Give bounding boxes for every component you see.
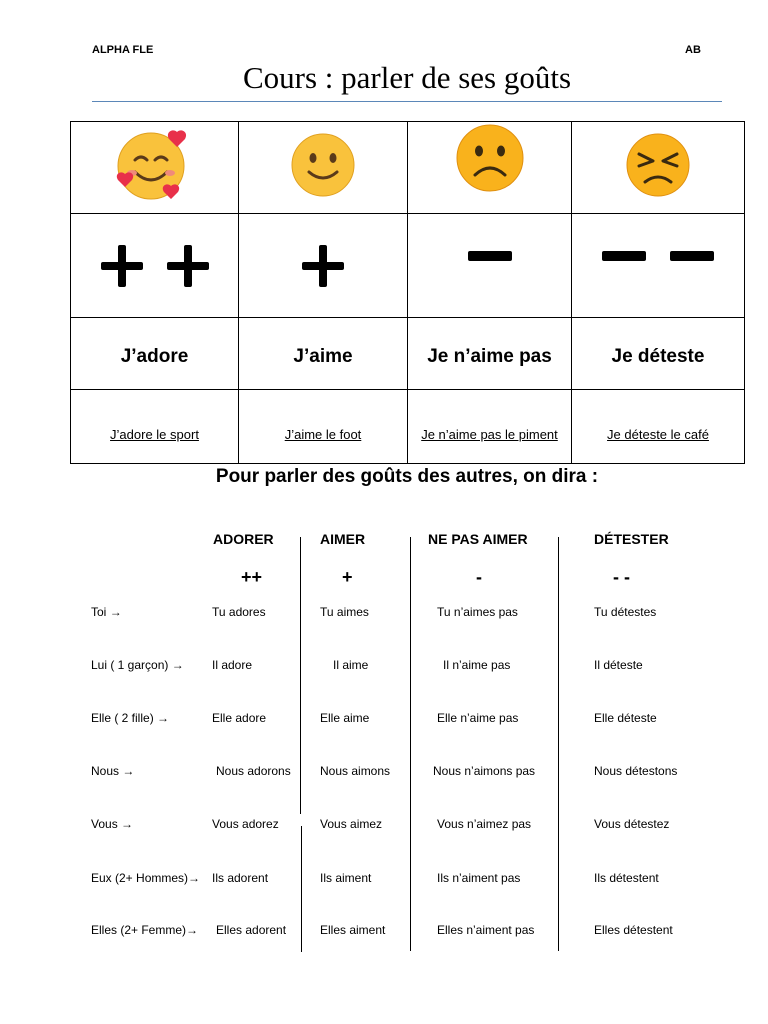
minus-icon: [468, 251, 512, 261]
form-detester: Nous détestons: [594, 764, 678, 778]
form-aimer: Elles aiment: [320, 923, 386, 937]
form-detester: Ils détestent: [594, 871, 659, 885]
form-adorer: Nous adorons: [216, 764, 291, 778]
smiling-face-with-hearts-icon: [115, 128, 195, 202]
label-adore: J’adore: [120, 345, 189, 367]
form-adorer: Elle adore: [212, 711, 267, 725]
cell-emoji-deteste: [572, 122, 745, 214]
pronoun-label: Elles (2+ Femme)→: [91, 923, 199, 937]
form-adorer: Ils adorent: [212, 871, 269, 885]
header-left: ALPHA FLE: [92, 44, 154, 56]
col-header-detester: DÉTESTER: [594, 531, 669, 547]
col-header-ne-pas-aimer: NE PAS AIMER: [428, 531, 528, 547]
label-deteste: Je déteste: [611, 345, 705, 367]
form-adorer: Vous adorez: [212, 817, 279, 831]
sign-minus-minus: [572, 214, 744, 317]
form-ne-pas-aimer: Il n’aime pas: [443, 658, 511, 672]
cell-sign-aime: [239, 214, 408, 318]
cell-example-deteste: [572, 390, 745, 464]
form-aimer: Vous aimez: [320, 817, 383, 831]
sign-plus: [239, 214, 407, 317]
plus-icon: [167, 245, 209, 287]
label-aime: J’aime: [293, 345, 353, 367]
form-aimer: Ils aiment: [320, 871, 372, 885]
pronoun-label: Nous →: [91, 764, 135, 778]
pronoun-label: Eux (2+ Hommes)→: [91, 871, 201, 885]
form-ne-pas-aimer: Nous n’aimons pas: [433, 764, 536, 778]
form-detester: Elle déteste: [594, 711, 657, 725]
form-ne-pas-aimer: Vous n’aimez pas: [437, 817, 532, 831]
slightly-smiling-face-icon: [290, 132, 356, 198]
symbol-adorer: ++: [241, 567, 263, 587]
title-underline: [92, 101, 722, 102]
cell-label-naime-pas: [408, 318, 572, 390]
col-header-adorer: ADORER: [213, 531, 274, 547]
cell-example-aime: [239, 390, 408, 464]
symbol-aimer: +: [342, 567, 353, 587]
cell-sign-deteste: [572, 214, 745, 318]
pronoun-label: Toi →: [91, 605, 122, 619]
cell-sign-adore: [71, 214, 239, 318]
minus-icon: [602, 251, 646, 261]
form-detester: Vous détestez: [594, 817, 670, 831]
sign-minus: [408, 214, 571, 317]
form-ne-pas-aimer: Ils n’aiment pas: [437, 871, 521, 885]
form-ne-pas-aimer: Elle n’aime pas: [437, 711, 519, 725]
feelings-table: [70, 121, 745, 464]
arrow-right-icon: →: [121, 817, 134, 831]
form-aimer: Tu aimes: [320, 605, 369, 619]
arrow-right-icon: →: [188, 871, 201, 885]
cell-label-aime: [239, 318, 408, 390]
arrow-right-icon: →: [109, 605, 122, 619]
cell-label-deteste: [572, 318, 745, 390]
example-aime: J’aime le foot: [284, 427, 362, 442]
form-detester: Tu détestes: [594, 605, 657, 619]
section-subtitle: Pour parler des goûts des autres, on dira :: [215, 466, 599, 487]
pronoun-label: Lui ( 1 garçon) →: [91, 658, 184, 672]
frowning-face-icon: [455, 123, 525, 193]
column-divider: [301, 826, 302, 952]
col-header-aimer: AIMER: [320, 531, 366, 547]
cell-label-adore: [71, 318, 239, 390]
header-right: AB: [685, 44, 701, 56]
example-naime-pas: Je n’aime pas le piment: [421, 427, 558, 442]
cell-emoji-naime-pas: [408, 122, 572, 214]
plus-icon: [101, 245, 143, 287]
form-adorer: Tu adores: [212, 605, 266, 619]
form-aimer: Elle aime: [320, 711, 370, 725]
pronoun-label: Vous →: [91, 817, 134, 831]
symbol-ne-pas-aimer: -: [476, 567, 482, 587]
minus-icon: [670, 251, 714, 261]
form-adorer: Elles adorent: [216, 923, 287, 937]
sign-plus-plus: [71, 214, 238, 317]
angry-face-icon: [625, 132, 691, 198]
example-adore: J’adore le sport: [110, 427, 199, 442]
column-divider: [558, 537, 559, 951]
form-ne-pas-aimer: Tu n’aimes pas: [437, 605, 518, 619]
cell-example-naime-pas: [408, 390, 572, 464]
arrow-right-icon: →: [186, 923, 199, 937]
symbol-detester: - -: [613, 567, 630, 587]
form-aimer: Il aime: [333, 658, 369, 672]
form-aimer: Nous aimons: [320, 764, 391, 778]
column-divider: [300, 537, 301, 814]
form-ne-pas-aimer: Elles n’aiment pas: [437, 923, 535, 937]
cell-example-adore: [71, 390, 239, 464]
cell-emoji-adore: [71, 122, 239, 214]
plus-icon: [302, 245, 344, 287]
page-title: Cours : parler de ses goûts: [242, 60, 572, 95]
form-adorer: Il adore: [212, 658, 253, 672]
cell-emoji-aime: [239, 122, 408, 214]
arrow-right-icon: →: [157, 711, 170, 725]
form-detester: Elles détestent: [594, 923, 673, 937]
label-naime-pas: Je n’aime pas: [427, 345, 552, 367]
form-detester: Il déteste: [594, 658, 643, 672]
arrow-right-icon: →: [171, 658, 184, 672]
pronoun-label: Elle ( 2 fille) →: [91, 711, 170, 725]
arrow-right-icon: →: [122, 764, 135, 778]
cell-sign-naime-pas: [408, 214, 572, 318]
column-divider: [410, 537, 411, 951]
example-deteste: Je déteste le café: [607, 427, 709, 442]
